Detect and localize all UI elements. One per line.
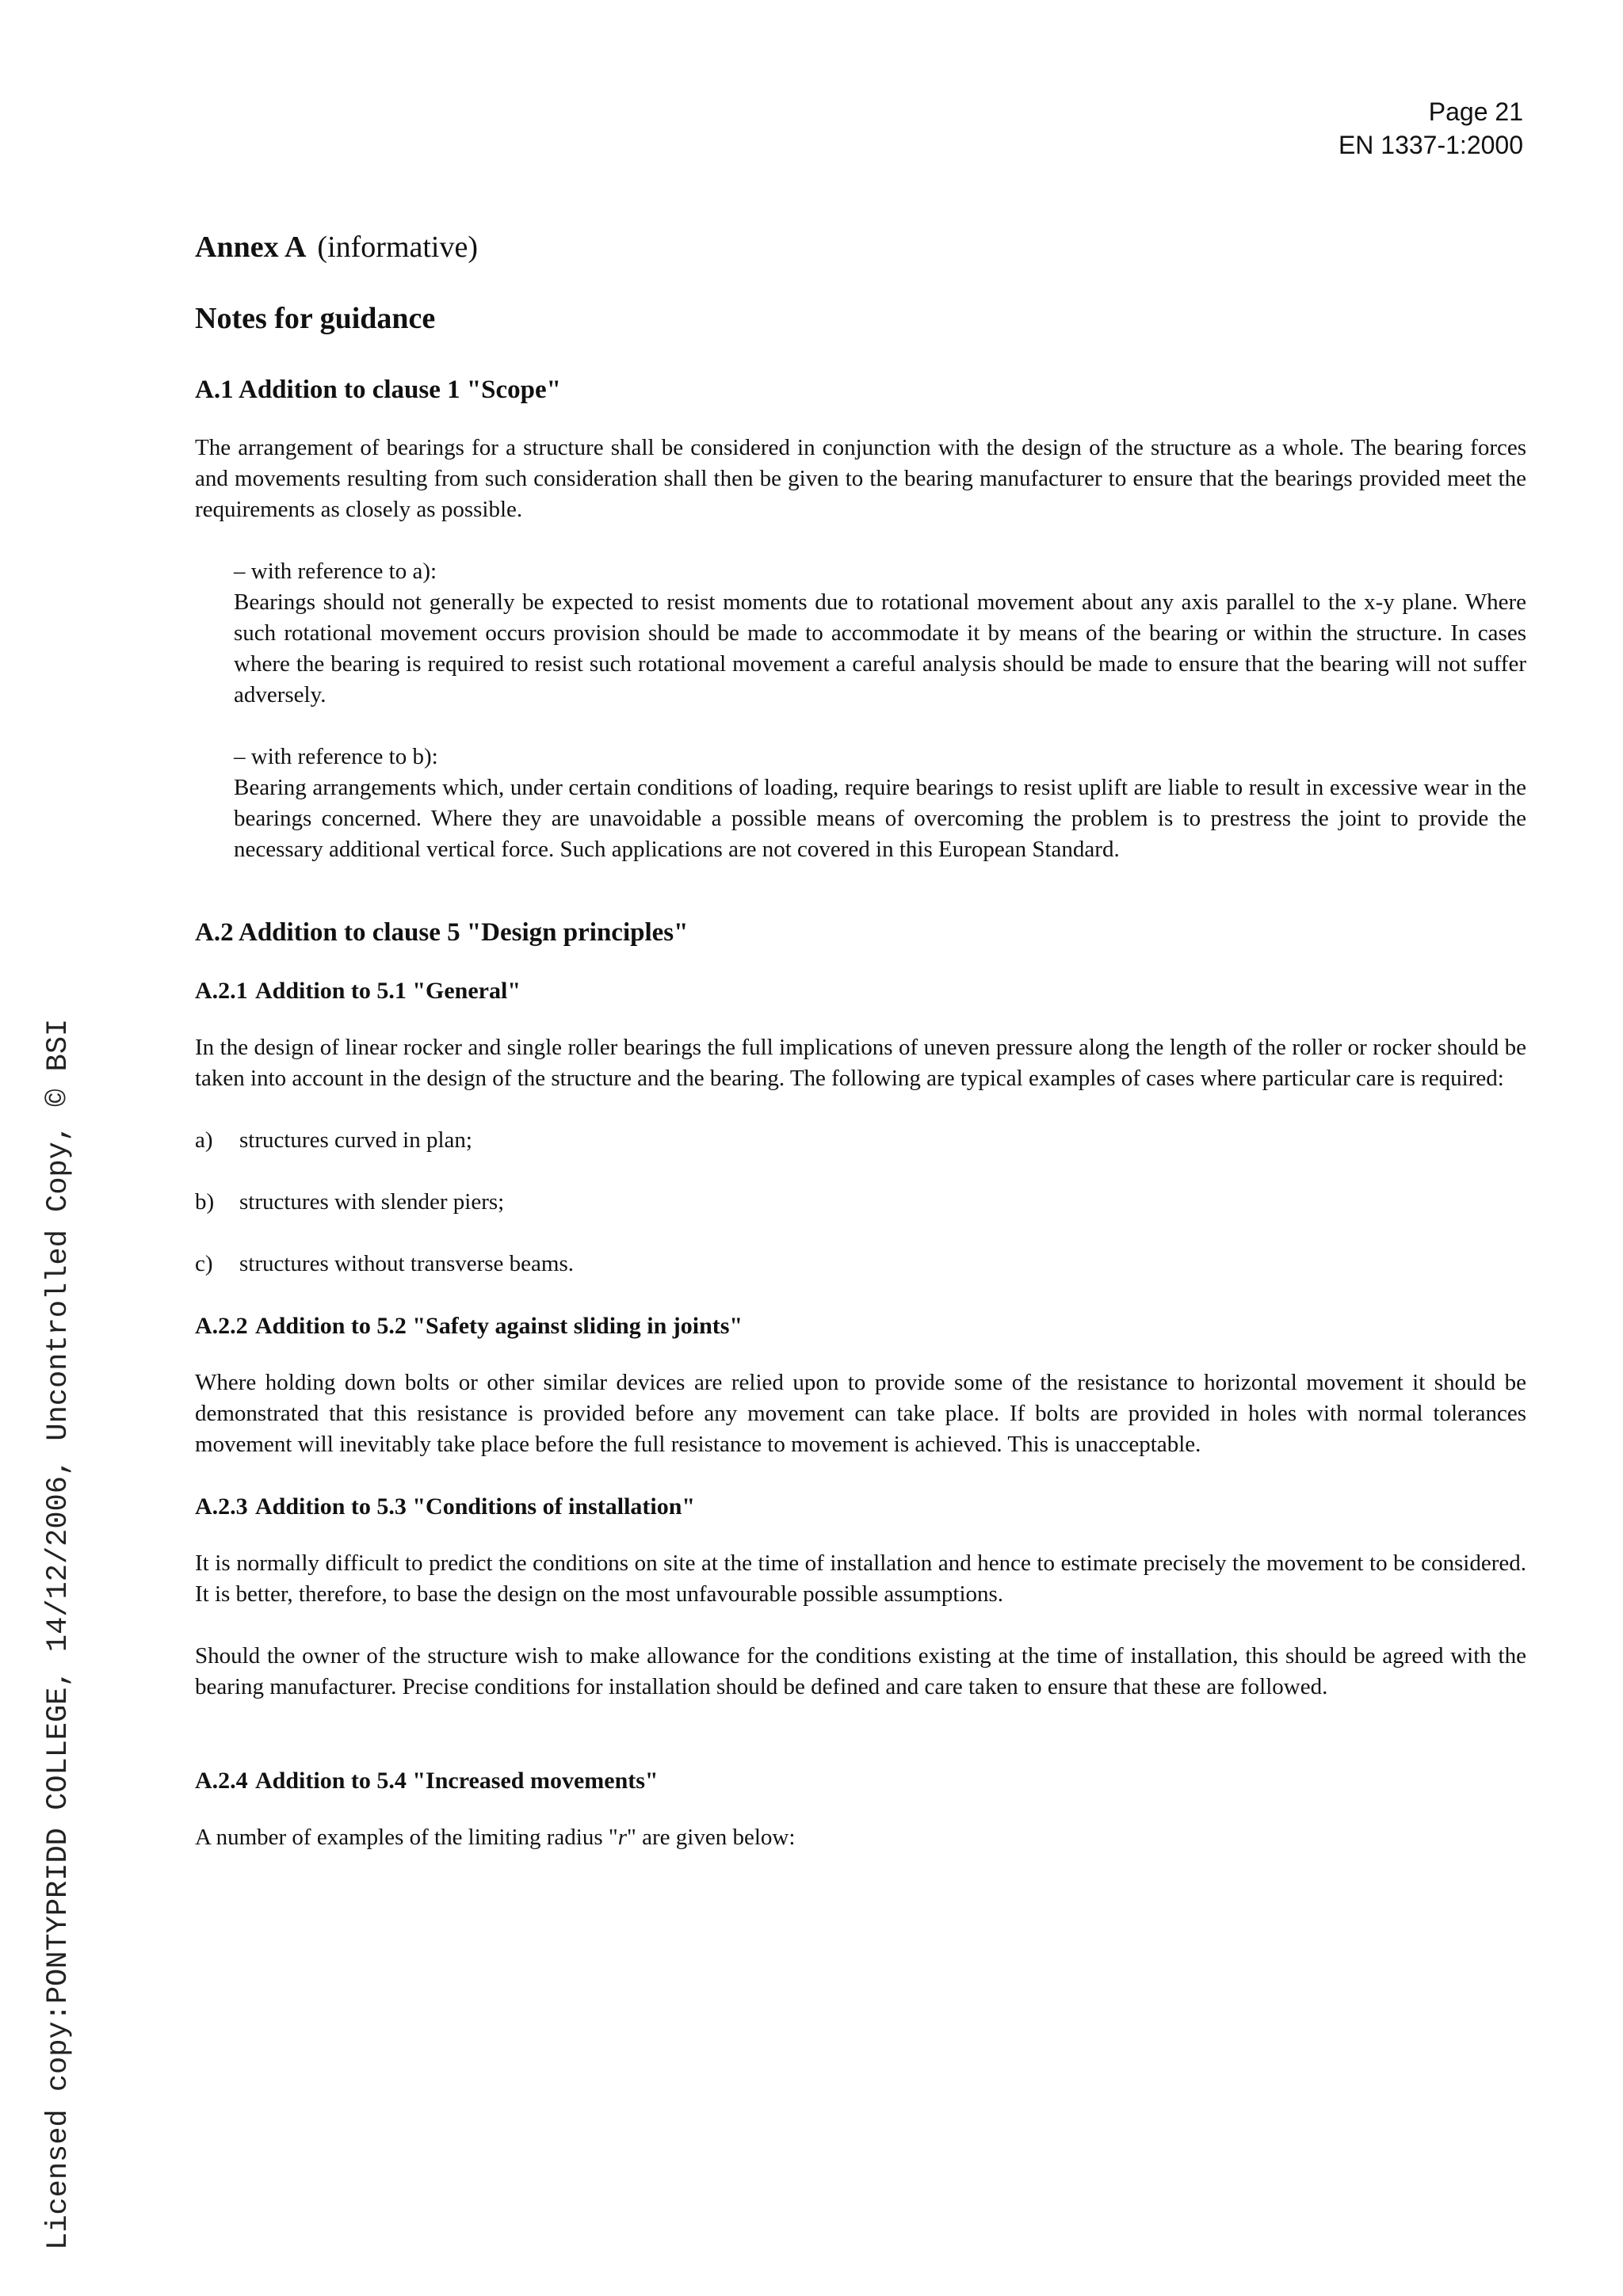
spacer — [195, 896, 1526, 915]
text-run: A number of examples of the limiting radius " — [195, 1825, 618, 1850]
subsection-title: Addition to 5.1 "General" — [255, 978, 521, 1004]
list-item — [195, 1187, 1526, 1218]
subsection-heading-a22 — [195, 1310, 1526, 1342]
subsection-number: A.2.2 — [195, 1313, 248, 1339]
list-item — [195, 1125, 1526, 1156]
list-item — [195, 1249, 1526, 1280]
subsection-number: A.2.1 — [195, 978, 248, 1004]
subsection-heading-a23 — [195, 1491, 1526, 1523]
text-run: " are given below: — [627, 1825, 796, 1850]
list-marker: b) — [195, 1189, 215, 1215]
page-number: Page 21 — [1428, 97, 1523, 126]
paragraph: Where holding down bolts or other similar devices are relied upon to provide some of the resistance to horizontal movement it should be demonstrated that this resistance is provided before any movement can take place. If bolts are provided in holes with normal tolerances movement will inevitably take place before the full resistance to movement is achieved. This is unacceptable. — [195, 1370, 1526, 1457]
list-text: structures curved in plan; — [239, 1127, 472, 1153]
page-header — [1338, 95, 1523, 162]
subsection-heading-a24 — [195, 1765, 1526, 1797]
subsection-number: A.2.4 — [195, 1768, 248, 1794]
section-number: A.1 — [195, 376, 234, 404]
license-notice: Licensed copy:PONTYPRIDD COLLEGE, 14/12/2006, Uncontrolled Copy, © BSI — [42, 1018, 75, 2250]
paragraph — [195, 1822, 1526, 1853]
list-text: structures with slender piers; — [239, 1189, 505, 1215]
standard-number: EN 1337-1:2000 — [1338, 131, 1523, 159]
notes-title: Notes for guidance — [195, 302, 436, 335]
subsection-title: Addition to 5.4 "Increased movements" — [255, 1768, 659, 1794]
annex-type: (informative) — [317, 231, 479, 264]
reference-lead: – with reference to a): — [234, 559, 437, 584]
section-number: A.2 — [195, 918, 234, 947]
paragraph: The arrangement of bearings for a structure shall be considered in conjunction with the design of the structure as a whole. The bearing forces and movements resulting from such consideration shall then be given to the bearing manufacturer to ensure that the bearings provided meet the requirements as closely as possible. — [195, 435, 1526, 522]
subsection-number: A.2.3 — [195, 1493, 248, 1520]
paragraph: It is normally difficult to predict the conditions on site at the time of installation and hence to estimate precisely the movement to be considered. It is better, therefore, to base the design on the most unfavourable possible assumptions. — [195, 1550, 1526, 1607]
section-heading-a2 — [195, 915, 1526, 950]
section-title: Addition to clause 5 "Design principles" — [239, 918, 689, 947]
subsection-title: Addition to 5.3 "Conditions of installation" — [255, 1493, 696, 1520]
subsection-heading-a21 — [195, 975, 1526, 1007]
variable-r: r — [617, 1825, 628, 1850]
subsection-title: Addition to 5.2 "Safety against sliding in joints" — [255, 1313, 743, 1339]
reference-block-a — [234, 556, 1526, 711]
spacer — [195, 1733, 1526, 1765]
list-marker: a) — [195, 1127, 213, 1153]
section-heading-a1 — [195, 372, 1526, 407]
paragraph: In the design of linear rocker and single roller bearings the full implications of uneven pressure along the length of the roller or rocker should be taken into account in the design of the structure and the bearing. The following are typical examples of cases where particular care is required: — [195, 1035, 1526, 1091]
list-text: structures without transverse beams. — [239, 1251, 575, 1276]
list-marker: c) — [195, 1251, 213, 1276]
reference-lead: – with reference to b): — [234, 744, 438, 769]
reference-text: Bearing arrangements which, under certain conditions of loading, require bearings to resist uplift are liable to result in excessive wear in the bearings concerned. Where they are unavoidable a possible means of overcoming the problem is to prestress the joint to provide the necessary additional vertical force. Such applications are not covered in this European Standard. — [234, 775, 1526, 862]
annex-label: Annex A — [195, 231, 307, 264]
paragraph: Should the owner of the structure wish to make allowance for the conditions existing at the time of installation, this should be agreed with the bearing manufacturer. Precise conditions for installation should be defined and care taken to ensure that these are followed. — [195, 1643, 1526, 1699]
reference-block-b — [234, 742, 1526, 865]
section-title: Addition to clause 1 "Scope" — [239, 376, 562, 404]
annex-title — [195, 228, 1526, 266]
reference-text: Bearings should not generally be expected to resist moments due to rotational movement about any axis parallel to the x-y plane. Where such rotational movement occurs provision should be made to accommodate it by means of the bearing or within the structure. In cases where the bearing is required to resist such rotational movement a careful analysis should be made to ensure that the bearing will not suffer adversely. — [234, 589, 1526, 707]
document-body — [195, 228, 1526, 1884]
